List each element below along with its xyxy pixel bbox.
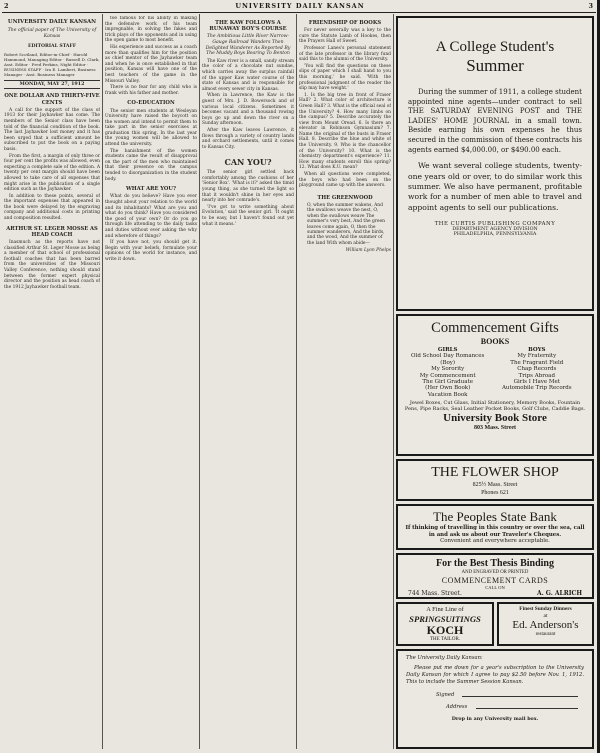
- ad-headline: Commencement Gifts: [431, 320, 559, 336]
- ad-thesis-binding: [396, 553, 594, 599]
- list-item: The Fragrant Field: [510, 359, 564, 366]
- subhead-kaw: The Ambitious Little River Narrow-Gauge Railroad Wanders Then Delighted Wanderer As Reported By The Muddy Boys Bearing To Benton: [205, 34, 291, 57]
- ad-line-b: at: [543, 613, 548, 619]
- list-item: Trips Abroad: [518, 372, 555, 379]
- article-paragraph: 'I've got to write something about Evolution,' said the senior girl. 'It ought to be easy, but I haven't found out yet what it means.': [202, 204, 294, 227]
- ad-line-a: A Fine Line of: [426, 606, 464, 613]
- list-item: (Boy): [440, 359, 456, 366]
- issue-date: MONDAY, MAY 27, 1912: [4, 80, 100, 90]
- article-paragraph: There is no fear for any child who is frank with his father and mother.: [105, 85, 197, 96]
- article-paragraph: When in Lawrence, the Kaw is the guest of Mrs. J. D. Bowersock and of various local citizens. Sometimes it becomes vacant and a thousand rowing boys go up and down the river on a Sunday afternoon.: [202, 93, 294, 127]
- headline-friendship: FRIENDSHIP OF BOOKS: [308, 20, 382, 26]
- column-divider: [393, 14, 394, 749]
- ad-city: PHILADELPHIA, PENNSYLVANIA: [453, 232, 537, 238]
- article-paragraph: His experience and success as a coach more than qualifies him for the position as chief mentor of the Jayhawker team and when he is once established in that position, Kansas will have one of the best teachers of the game in the Missouri Valley.: [105, 44, 197, 84]
- ad-line-c: Ed. Anderson's: [512, 619, 579, 631]
- nameplate: UNIVERSITY DAILY KANSAN: [7, 19, 97, 25]
- ad-college-summer: [396, 16, 594, 311]
- ad-address: 744 Mass. Street.: [408, 590, 462, 597]
- article-paragraph: When all questions were completed, the boys who had been on the playground came up with the answers.: [299, 172, 391, 189]
- ad-paragraph-1: During the summer of 1911, a college student appointed nine agents—under contract to sell THE SATURDAY EVENING POST and THE LADIES' HOME JOURNAL in a small town. Beside earning his own expenses he thus secured in the commission of these contracts his agents earned $4,000.00, or $490.00 each.: [408, 88, 582, 154]
- headline-kaw: THE KAW FOLLOWS A RUNAWAY BOY'S COURSE: [209, 20, 287, 33]
- headline-greenwood: THE GREENWOOD: [317, 194, 373, 201]
- article-paragraph: The banishment of the women students came the result of disapproval on the part of the men who maintained that their presence on the campus tended to disorganization in the student body.: [105, 148, 197, 182]
- ad-department: DEPARTMENT AGENCY DIVISION: [452, 227, 538, 233]
- article-paragraph: If you have not, you should get it. Begin with your beliefs, formulate your opinions of the world for instance, and write it down.: [105, 240, 197, 262]
- gift-line: Jewel Boxes, Cut Glass, Initial Stationery, Memory Books, Fountain Pens, Pipe Racks, Seal Leather Pocket Books, Golf Clubs, Caddie Bags.: [404, 400, 586, 413]
- coupon-signed-label: Signed: [436, 692, 455, 698]
- ad-headline-1: A College Student's: [435, 39, 555, 55]
- article-paragraph: In addition to these points, several of the important expenses that appeared in the book were delayed by the engraving company and additional costs in printing and composition resulted.: [4, 193, 100, 222]
- coupon-signed-row: [406, 692, 584, 698]
- ad-paragraph-2: We want several college students, twenty-one years old or over, to do similar work this summer. We also have permanent, profitable work for a number of men able to travel and appoint agents to sell our publications.: [408, 161, 582, 212]
- ad-proprietor: A. G. ALRICH: [536, 590, 582, 597]
- ad-line-d: restaurant: [535, 632, 556, 637]
- question-list: 1. Is the big tree in front of Fraser Hall? 2. What color of architecture is Green Hall? 3. What is the official seal of the University? 4. How many limbs on the campus? 5. Describe accurately the view from Mount Oread. 6. Is there an elevator in Robinson Gymnasium? 7. Name the original of the busts in Fraser Hall. 8. Describe the blue and white of the University. 9. Who is the chancellor of the University? 10. What is the chemistry department's experience? 11. How many students enroll this spring? 12. What does K.U. mean?: [299, 92, 391, 171]
- headline-mosse: ARTHUR ST. LEGER MOSSE AS HEAD COACH: [6, 225, 98, 238]
- ad-line-2: Convenient and everywhere acceptable.: [440, 538, 550, 545]
- article-paragraph: The Kaw river is a small, sandy stream the color of a chocolate nut sundae, which carries away the surplus rainfall of the upper Kaw water course of the state of Kansas and is responsible for almost every sewer city in Kansas.: [202, 58, 294, 92]
- list-item: My Fraternity: [517, 353, 557, 360]
- ad-line-a: Finest Sunday Dinners: [519, 606, 572, 612]
- official-line: The official paper of The University of Kansas: [7, 28, 97, 39]
- headline-one-dollar: ONE DOLLAR AND THIRTY-FIVE CENTS: [4, 93, 100, 106]
- ad-call: CALL ON: [485, 585, 505, 590]
- list-item: Vacation Book: [427, 391, 468, 398]
- column-three: [202, 16, 294, 751]
- signature-field[interactable]: [462, 696, 578, 697]
- article-paragraph: A call for the support of the class of 1913 for their Jayhawker has come. The members of the Senior class have been told of the financial condition of the book. The last Jayhawker lost money and it has been urged that a sufficient amount be subscribed to put the book on a paying basis.: [4, 107, 100, 152]
- article-paragraph: After the Kaw leaves Lawrence, it flows through a variety of country lands and orchard settlements, until it comes to Kansas City.: [202, 127, 294, 150]
- ad-line-d: THE TAILOR.: [429, 637, 461, 642]
- ad-sub: AND ENGRAVED OR PRINTED: [461, 570, 529, 575]
- ad-cards: COMMENCEMENT CARDS: [441, 576, 549, 585]
- coupon-to: The University Daily Kansan:: [406, 655, 483, 661]
- poem-author: William Lyon Phelps: [345, 248, 391, 254]
- column-editorial: [4, 16, 100, 751]
- list-item: (Her Own Book): [425, 385, 471, 392]
- headline-what-are-you: WHAT ARE YOU?: [125, 186, 176, 193]
- coupon-footer: Drop in any University mail box.: [451, 716, 539, 722]
- list-item: Chap Records: [517, 366, 557, 373]
- staff-heading: EDITORIAL STAFF: [28, 43, 76, 49]
- ad-line-b: SPRINGSUITINGS: [409, 614, 481, 624]
- column-four: [299, 16, 391, 751]
- headline-coeducation: CO-EDUCATION: [127, 100, 175, 107]
- column-two: [105, 16, 197, 751]
- column-divider: [199, 14, 200, 749]
- ad-headline: The Peoples State Bank: [433, 509, 557, 524]
- article-paragraph: toe famous for his ability in making the defensive work of his team impregnable, in solving the fakes and trick plays of the opponents and in using the open game to most benefit.: [105, 16, 197, 44]
- coupon-address-row: [406, 704, 584, 710]
- masthead-rule: [2, 12, 596, 13]
- page-number-right: 3: [588, 2, 594, 10]
- store-name: University Book Store: [443, 412, 547, 425]
- ad-subhead: BOOKS: [480, 337, 510, 346]
- masthead: [0, 0, 600, 12]
- article-paragraph: Professor Lanes's personal statement of the late professor in the library fund said this to the alumni of the University.: [299, 45, 391, 63]
- address-field[interactable]: [476, 708, 578, 709]
- list-item: Old School Day Romances: [411, 353, 485, 360]
- ad-koch-tailor: [396, 602, 494, 646]
- subscription-coupon: [396, 649, 594, 749]
- ad-address: 825½ Mass. Street: [472, 482, 518, 488]
- list-item: The Girl Graduate: [422, 379, 473, 386]
- article-paragraph: The senior men students at Wesleyan University have raised the boycott on the women and intend to permit them to take part in the senior exercises at graduation this spring. In the last year the young women will be allowed to attend the university.: [105, 108, 197, 148]
- ad-flower-shop: [396, 459, 594, 501]
- ad-anderson: [497, 602, 594, 646]
- ad-headline-2: Summer: [466, 56, 524, 75]
- poem-greenwood: O, when the summer wakens, And the swallows weave the nest, O, when the swallows weave The summer's very best, And the green leaves come again, O, then the summer wanderers, And the birds, and the wood, And the summer of the land With whom abide—: [307, 203, 385, 246]
- ad-commencement-gifts: [396, 314, 594, 456]
- girls-list: [404, 347, 491, 398]
- list-item: Automobile Trip Records: [501, 385, 572, 392]
- article-paragraph: 'You will find the questions on these slips of paper which I shall hand to you this morning,' he said. 'With the professional judgment of the reader the slip may have weight.': [299, 63, 391, 92]
- ad-line-1: If thinking of travelling in this country or over the sea, call in and ask us about our Traveler's Cheques.: [405, 525, 585, 538]
- list-item: My Sorority: [431, 366, 465, 373]
- coupon-body: Please put me down for a year's subscription to the University Daily Kansan for which I agree to pay $2.50 before Nov. 1, 1912. This to include the Summer Session Kansan.: [406, 665, 584, 685]
- coupon-address-label: Address: [446, 704, 468, 710]
- article-paragraph: From the first, a margin of only three or four per cent the profits was allowed, even expecting a complete sale of the edition. A twenty per cent margin should have been allowed to take care of all expenses that might arise in the publication of a single edition such as the Jayhawker.: [4, 153, 100, 193]
- ad-footer: [404, 590, 586, 597]
- page-number-left: 2: [4, 2, 10, 10]
- ad-company: THE CURTIS PUBLISHING COMPANY: [434, 221, 556, 228]
- staff-list: Robert Scotland, Editor-in-Chief · Harold Hammond, Managing Editor · Russell D. Clark, Asst. Editor · Fred Perkins, Night Editor · BUSINESS STAFF · Ira E. Lambert, Business Manager · Asst. Business Manager: [4, 51, 100, 77]
- article-paragraph: What do you believe? Have you ever thought about your relation to the world and its inhabitants? What are you and what do you think? Have you considered the good of your own? Or do you go through life attending to the daily tasks and duties without ever asking the why and wherefore of things?: [105, 194, 197, 239]
- boys-heading: BOYS: [528, 347, 546, 353]
- book-lists: [404, 347, 586, 398]
- article-paragraph: For never severally was a key to the cure the Statute Lamb of Hookes, then the Prayers Hall of Sweet.: [299, 28, 391, 45]
- list-item: Girls I Have Met: [513, 379, 560, 386]
- boys-list: [493, 347, 580, 392]
- ad-headline: For the Best Thesis Binding: [436, 558, 554, 569]
- article-paragraph: Inasmuch as the reports have not classified Arthur St. Leger Mosse as being a member of that school of professional football coaches that has been barred from the universities of the Missouri Valley Conference, nothing should stand between the former expert physical director and the position as head coach of the 1912 Jayhawker football team.: [4, 240, 100, 290]
- ad-line-c: KOCH: [426, 623, 464, 637]
- article-paragraph: The senior girl settled back comfortably among the cushions of her 'Senior Box'. 'What is it?' asked the timid young thing, as she turned the light so that it wouldn't shine in her eyes and nearly into her comrade's.: [202, 170, 294, 204]
- store-address: 803 Mass. Street: [473, 425, 517, 432]
- ad-headline: THE FLOWER SHOP: [431, 465, 559, 480]
- ad-phone: Phones 621: [481, 490, 509, 496]
- girls-heading: GIRLS: [437, 347, 458, 353]
- headline-can-you: CAN YOU?: [224, 157, 272, 168]
- column-divider: [102, 14, 103, 749]
- ad-peoples-bank: [396, 504, 594, 550]
- masthead-title: UNIVERSITY DAILY KANSAN: [235, 2, 365, 10]
- list-item: My Commencement: [419, 372, 476, 379]
- column-divider: [296, 14, 297, 749]
